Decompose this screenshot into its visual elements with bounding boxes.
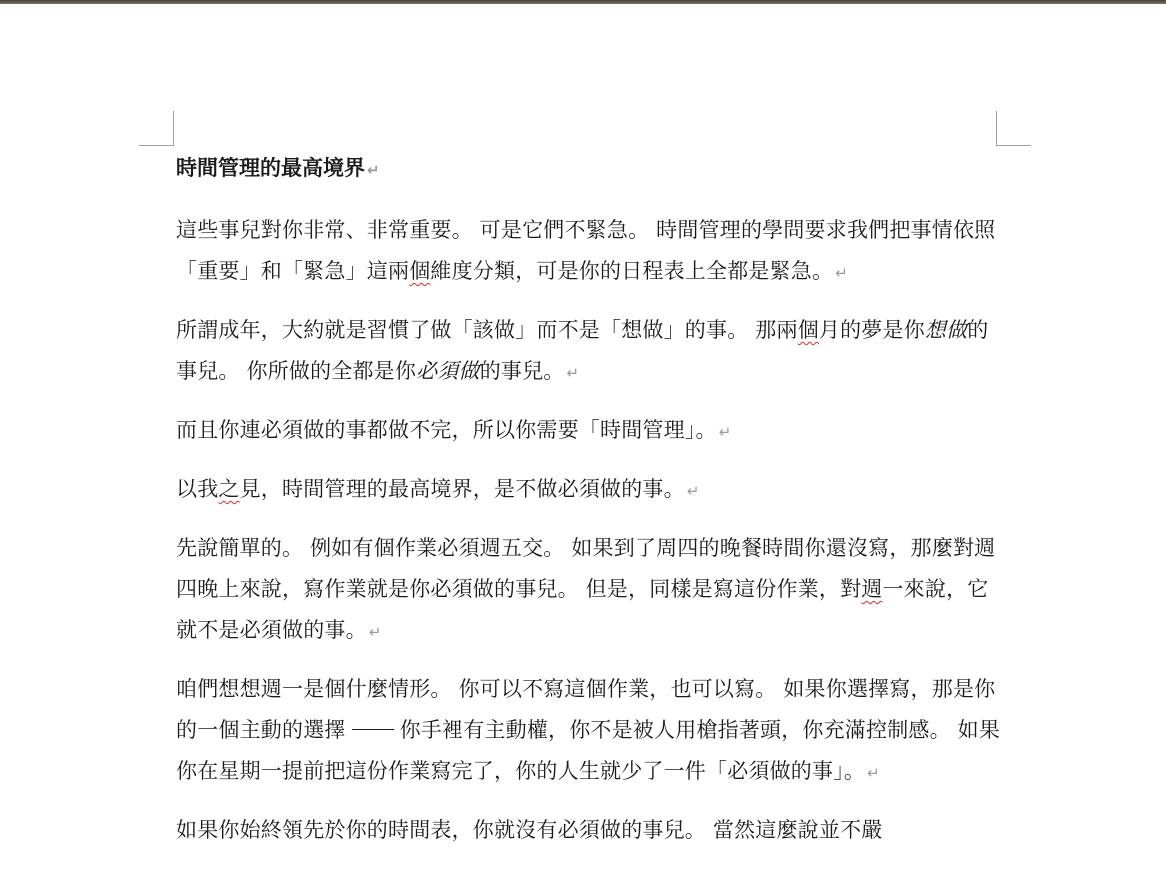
spelling-flagged-text: 個 [409,259,431,283]
paragraph-mark-icon: ↵ [368,623,382,641]
paragraph[interactable] [176,410,1006,453]
paragraph-text: 維度分類，可是你的日程表上全都是緊急。 [430,259,834,283]
paragraph[interactable] [176,310,1006,394]
paragraph-text: 所謂成年，大約就是習慣了做「該做」而不是「想做」的事。 那兩 [176,318,798,342]
em-dash-line [352,729,394,730]
paragraph-text: 而且你連必須做的事都做不完，所以你需要「時間管理」。 [176,418,717,442]
paragraph-text: 這些事兒對你非常、非常重要。 可是它們不緊急。 時間管理的學問要求我們把事情依照「重要」和「緊急」這兩 [176,218,996,283]
italic-text: 想做 [924,318,968,342]
document-title[interactable] [176,152,1006,186]
document-page[interactable] [0,4,1166,896]
paragraph-text: 咱們想想週一是個什麼情形。 你可以不寫這個作業，也可以寫。 如果你選擇寫，那是你的一個主動的選擇 [176,677,996,742]
spelling-flagged-text: 週 [861,577,883,601]
paragraph-list [176,210,1006,851]
paragraph-text: 先說簡單的。 例如有個作業必須週五交。 如果到了周四的晚餐時間你還沒寫，那麼對週四晚上來說，寫作業就是你必須做的事兒。 但是，同樣是寫這份作業，對 [176,536,996,601]
paragraph-text: 的事兒。 [479,359,565,383]
paragraph[interactable] [176,669,1006,794]
italic-text: 必須做 [416,359,480,383]
paragraph[interactable] [176,469,1006,512]
paragraph-mark-icon: ↵ [367,161,380,179]
paragraph-text: 如果你始終領先於你的時間表，你就沒有必須做的事兒。 當然這麼說並不嚴 [176,818,883,842]
document-title-text: 時間管理的最高境界 [176,155,365,180]
paragraph-mark-icon: ↵ [718,423,732,441]
paragraph-mark-icon: ↵ [867,764,880,782]
paragraph-mark-icon: ↵ [566,364,580,382]
document-body[interactable] [176,152,1006,867]
paragraph-mark-icon: ↵ [686,482,700,500]
spelling-flagged-text: 個 [797,318,819,342]
paragraph-text: 以我 [176,477,219,501]
paragraph-text: 月的夢是你 [818,318,925,342]
paragraph[interactable] [176,210,1006,294]
paragraph-text: 的事兒。 你所做的全都是你 [176,318,989,383]
paragraph-text: 見，時間管理的最高境界，是不做必須做的事。 [239,477,685,501]
paragraph-mark-icon: ↵ [835,264,848,282]
paragraph-text: 一來說，它就不是必須做的事。 [176,577,989,642]
em-dash [346,718,400,742]
margin-corner-top-right [996,111,1031,146]
spelling-flagged-text: 之 [218,477,240,501]
paragraph-text: 你手裡有主動權，你不是被人用槍指著頭，你充滿控制感。 如果你在星期一提前把這份作業寫完了，你的人生就少了一件「必須做的事」。 [176,718,1001,783]
margin-corner-top-left [139,111,174,146]
paragraph[interactable] [176,810,1006,851]
paragraph[interactable] [176,528,1006,653]
